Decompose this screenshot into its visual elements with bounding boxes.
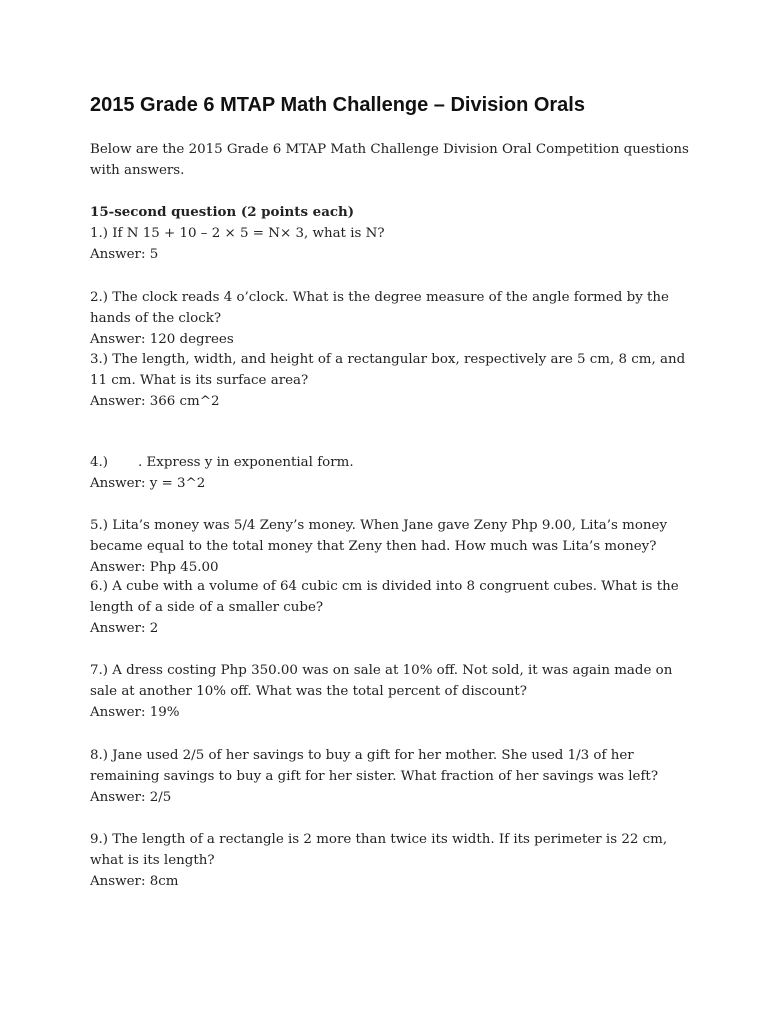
question-text: 1.) If N 15 + 10 – 2 × 5 = N× 3, what is N? <box>90 226 385 241</box>
answer-text: Answer: 19% <box>90 705 180 720</box>
question-item-1 <box>90 223 690 265</box>
question-item-5 <box>90 515 690 578</box>
question-item-8 <box>90 745 690 808</box>
question-item-6 <box>90 576 690 639</box>
question-item-7 <box>90 660 690 723</box>
answer-text: Answer: y = 3^2 <box>90 476 206 491</box>
question-text: 5.) Lita’s money was 5/4 Zeny’s money. When Jane gave Zeny Php 9.00, Lita’s money became equal to the total money that Zeny then had. How much was Lita’s money? <box>90 518 668 554</box>
question-text: 2.) The clock reads 4 o’clock. What is the degree measure of the angle formed by the hands of the clock? <box>90 290 669 326</box>
section-heading: 15-second question (2 points each) <box>90 204 355 220</box>
question-number: 4.) <box>90 455 109 470</box>
question-text: 6.) A cube with a volume of 64 cubic cm is divided into 8 congruent cubes. What is the length of a side of a smaller cube? <box>90 579 679 615</box>
intro-paragraph: Below are the 2015 Grade 6 MTAP Math Challenge Division Oral Competition questions with answers. <box>90 142 689 178</box>
question-text: 3.) The length, width, and height of a rectangular box, respectively are 5 cm, 8 cm, and 11 cm. What is its surface area? <box>90 352 686 388</box>
question-text: 7.) A dress costing Php 350.00 was on sale at 10% off. Not sold, it was again made on sale at another 10% off. What was the total percent of discount? <box>90 663 673 699</box>
answer-text: Answer: 8cm <box>90 874 179 889</box>
answer-text: Answer: 366 cm^2 <box>90 394 220 409</box>
question-item-2 <box>90 287 690 350</box>
answer-text: Answer: 2 <box>90 621 159 636</box>
answer-text: Answer: 5 <box>90 247 159 262</box>
document-title: 2015 Grade 6 MTAP Math Challenge – Division Orals <box>90 94 585 116</box>
question-item-4 <box>90 452 690 494</box>
question-text: 9.) The length of a rectangle is 2 more than twice its width. If its perimeter is 22 cm, what is its length? <box>90 832 668 868</box>
question-item-9 <box>90 829 690 892</box>
question-body: . Express y in exponential form. <box>138 455 354 470</box>
answer-text: Answer: Php 45.00 <box>90 560 219 575</box>
question-text: 8.) Jane used 2/5 of her savings to buy a gift for her mother. She used 1/3 of her remaining savings to buy a gift for her sister. What fraction of her savings was left? <box>90 748 658 784</box>
answer-text: Answer: 120 degrees <box>90 332 234 347</box>
question-item-3 <box>90 349 690 412</box>
answer-text: Answer: 2/5 <box>90 790 172 805</box>
question-text <box>90 452 690 473</box>
